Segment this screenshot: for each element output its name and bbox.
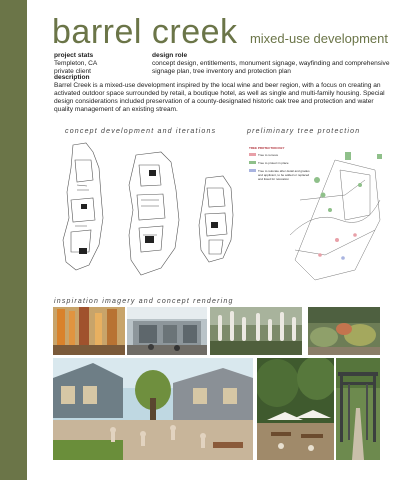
tree-key-heading: TREE PROTECTION KEY — [249, 146, 285, 150]
photo-storefront — [127, 307, 207, 355]
photo-patio-umbrellas — [257, 358, 334, 460]
portfolio-page — [27, 0, 400, 480]
page-title: barrel creek — [52, 13, 238, 51]
concept-plan-drawings — [41, 140, 241, 290]
description-text: Barrel Creek is a mixed-use development inspired by the local wine and beer region, with a focus on creating an activated outdoor space surrounded by retail, a boutique hotel, as well as single and multi-family housing. Special design considerations included preservation of a county-designated historic oak tree and protection and water quality management of an existing stream. — [54, 82, 385, 113]
tree-key-item-relocate-label: Tree to relocate after detail and grades and applicant, to be added or replaced and listed for relocation — [258, 169, 310, 181]
design-role-heading: design role — [152, 52, 188, 59]
concept-plans — [41, 140, 241, 290]
tree-protection-plan — [245, 140, 385, 290]
tree-key-item-protect — [249, 161, 313, 165]
design-role — [152, 52, 397, 76]
project-location: Templeton, CA — [54, 60, 98, 67]
inspiration-section-label: inspiration imagery and concept rendering — [54, 298, 234, 305]
relocate-swatch — [249, 169, 256, 172]
inspiration-photo-6 — [336, 358, 380, 460]
protect-swatch — [249, 161, 256, 164]
tree-key-item-remove — [249, 153, 313, 157]
description-heading: description — [54, 74, 90, 81]
inspiration-photo-2 — [127, 307, 207, 355]
tree-key-item-protect-label: Tree to protect in place — [258, 161, 289, 165]
photo-pergola — [336, 358, 380, 460]
design-role-line2: signage plan, tree inventory and protection plan — [152, 68, 291, 75]
inspiration-photo-4 — [308, 307, 380, 355]
inspiration-photo-3 — [210, 307, 302, 355]
description — [54, 74, 389, 114]
inspiration-photo-1 — [53, 307, 125, 355]
rendering-plaza — [53, 358, 253, 460]
tree-key-item-remove-label: Tree to remove — [258, 153, 279, 157]
page-subtitle: mixed-use development — [249, 31, 388, 46]
photo-flower-spires — [210, 307, 302, 355]
side-accent-bar — [0, 0, 27, 480]
concept-section-label: concept development and iterations — [65, 128, 217, 135]
project-stats — [54, 52, 146, 76]
tree-section-label: preliminary tree protection — [247, 128, 361, 135]
photo-orange-panels — [53, 307, 125, 355]
photo-garden-path — [308, 307, 380, 355]
design-role-line1: concept design, entitlements, monument signage, wayfinding and comprehensive — [152, 60, 390, 67]
concept-rendering — [53, 358, 253, 460]
tree-key-item-relocate — [249, 169, 313, 181]
tree-key — [249, 146, 313, 181]
title-row — [52, 14, 392, 50]
remove-swatch — [249, 153, 256, 156]
inspiration-photo-5 — [257, 358, 334, 460]
project-stats-heading: project stats — [54, 52, 94, 59]
project-client: private client — [54, 68, 92, 75]
